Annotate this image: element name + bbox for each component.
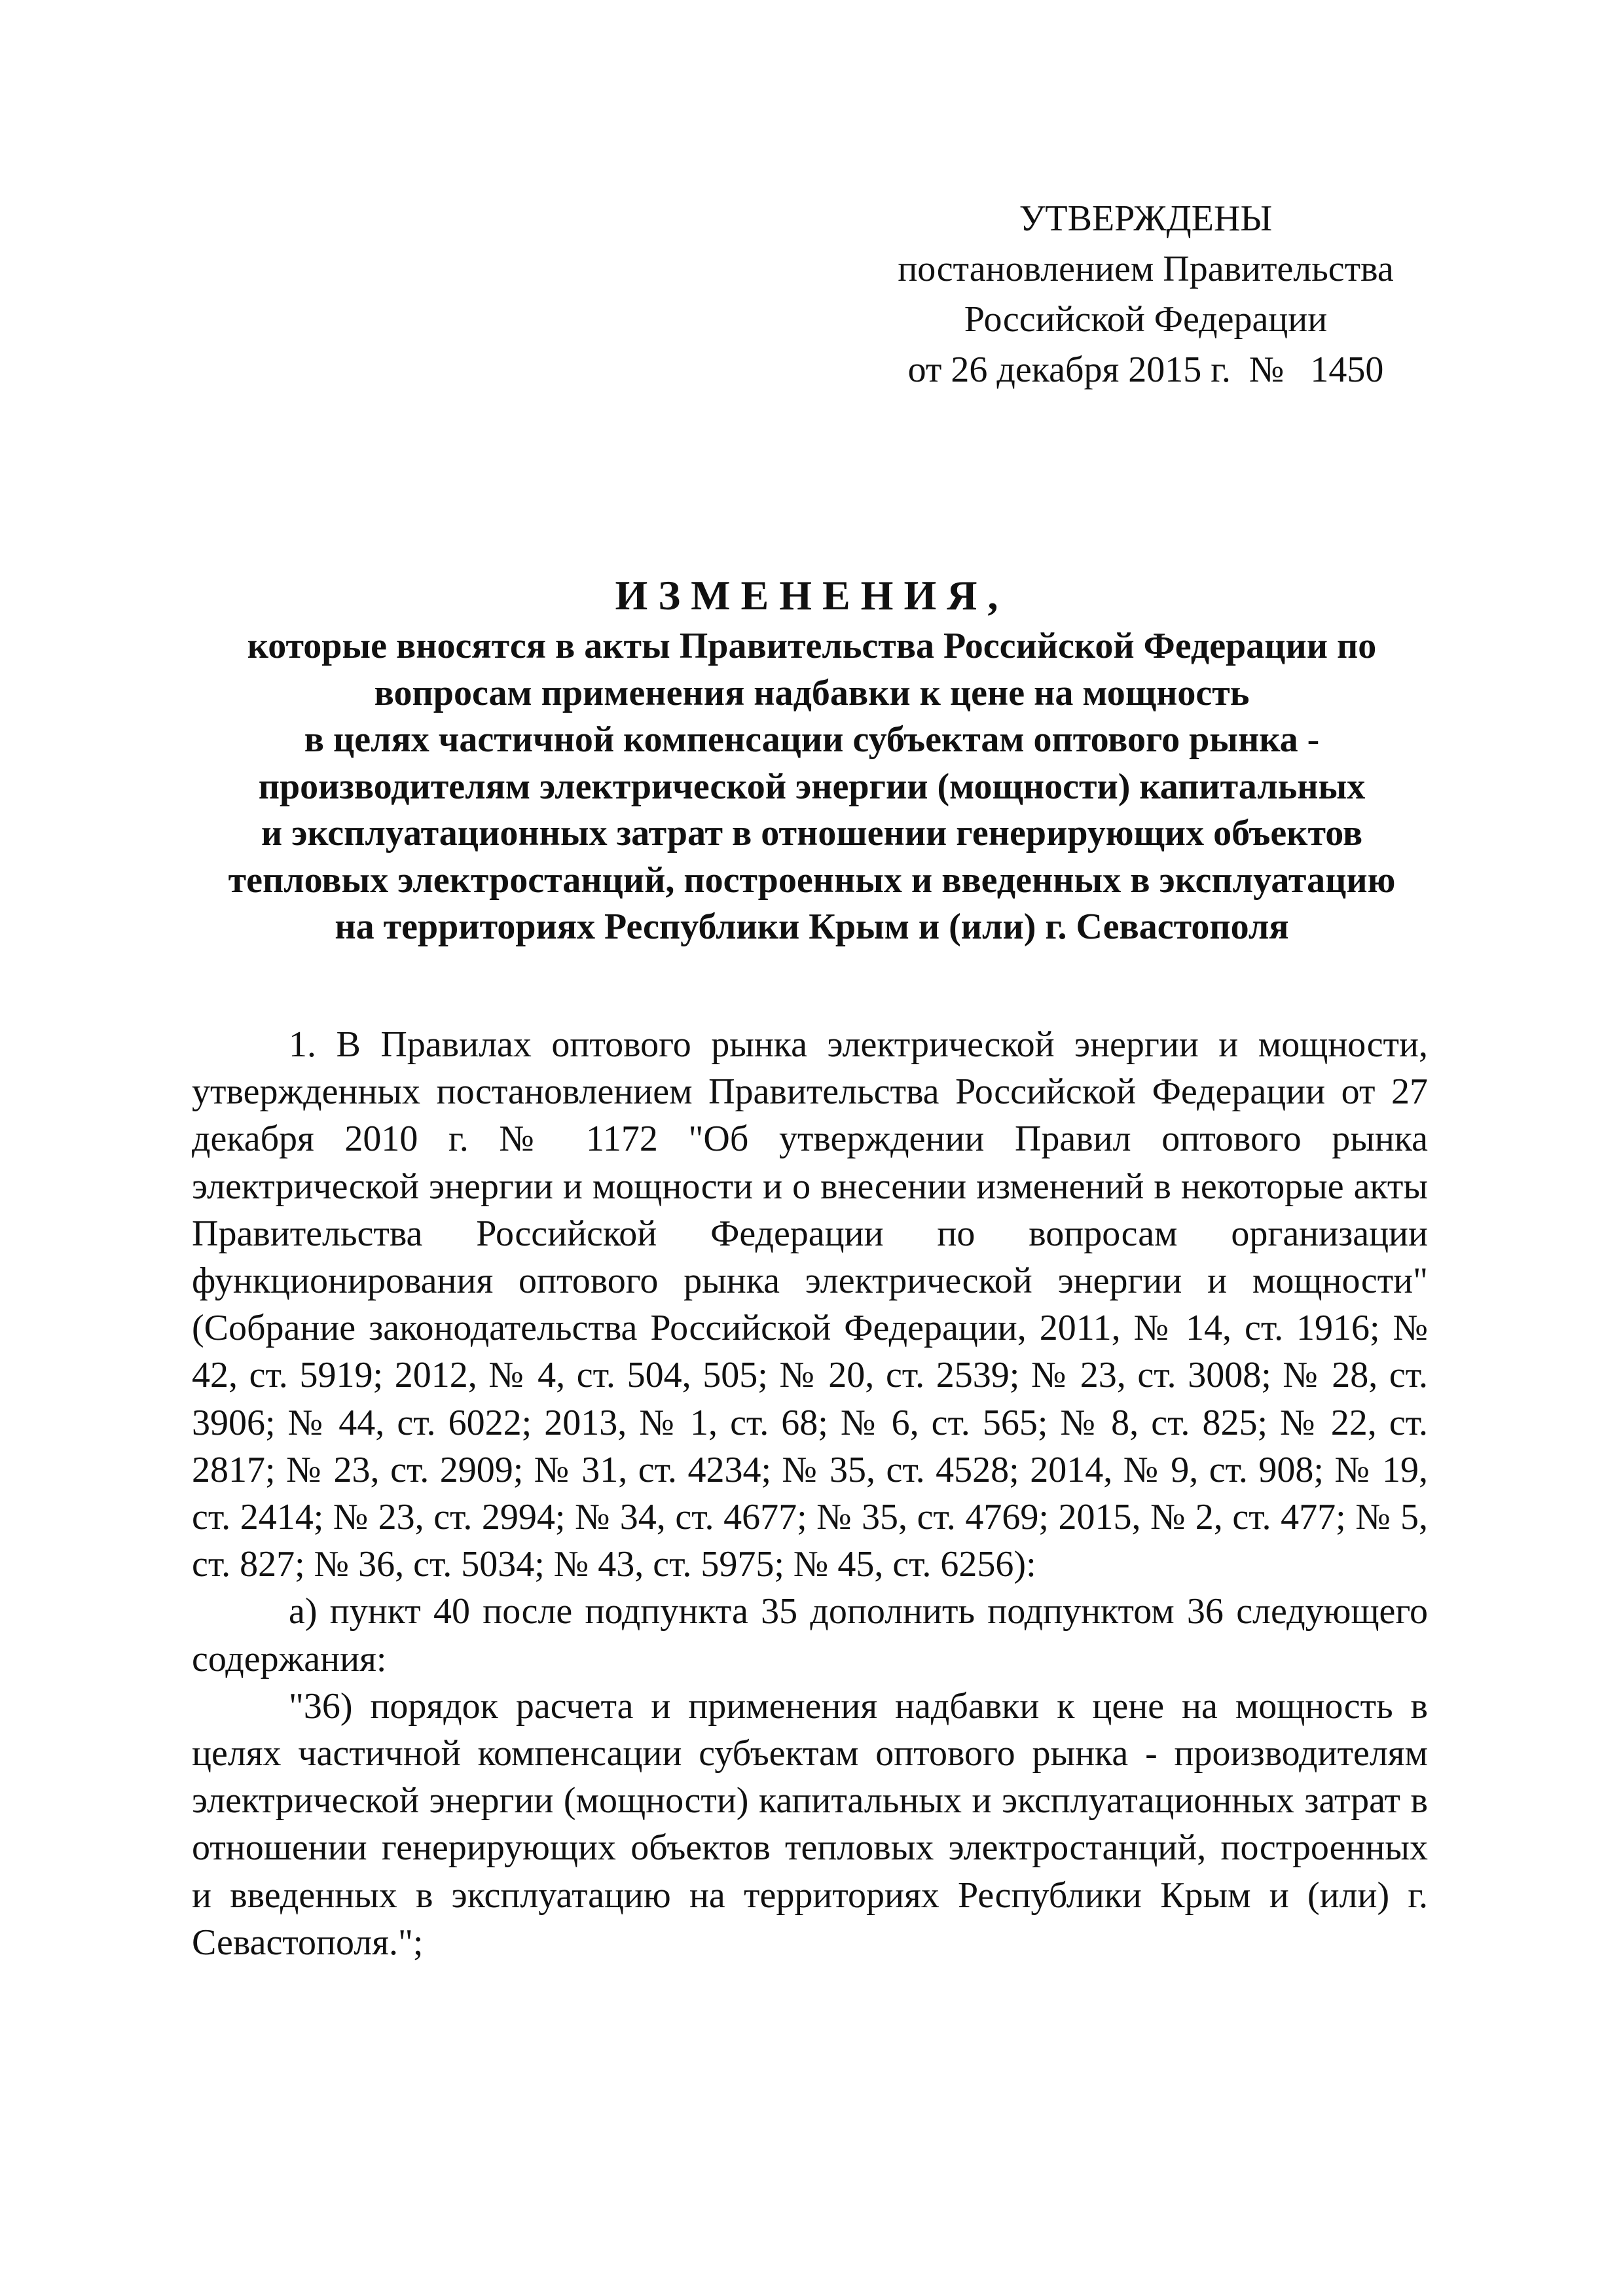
- approval-date: от 26 декабря 2015 г.: [907, 350, 1231, 390]
- document-title: ИЗМЕНЕНИЯ,: [615, 572, 1009, 619]
- approval-date-line: [851, 345, 1440, 395]
- approval-number-sign: №: [1249, 350, 1285, 390]
- document-subtitle: [170, 623, 1453, 951]
- approval-block: [851, 194, 1440, 395]
- paragraph-1: 1. В Правилах оптового рынка электрической энергии и мощности, утвержденных постановлением Правительства Российской Федерации от 27 декабря 2010 г. № 1172 "Об утверждении Правил оптового рынка электрической энергии и мощности и о внесении изменений в некоторые акты Правительства Российской Федерации по вопросам организации функционирования оптового рынка электрической энергии и мощности" (Собрание законодательства Российской Федерации, 2011, № 14, ст. 1916; № 42, ст. 5919; 2012, № 4, ст. 504, 505; № 20, ст. 2539; № 23, ст. 3008; № 28, ст. 3906; № 44, ст. 6022; 2013, № 1, ст. 68; № 6, ст. 565; № 8, ст. 825; № 22, ст. 2817; № 23, ст. 2909; № 31, ст. 4234; № 35, ст. 4528; 2014, № 9, ст. 908; № 19, ст. 2414; № 23, ст. 2994; № 34, ст. 4677; № 35, ст. 4769; 2015, № 2, ст. 477; № 5, ст. 827; № 36, ст. 5034; № 43, ст. 5975; № 45, ст. 6256):: [192, 1024, 1428, 1585]
- approval-line-2: Российской Федерации: [964, 299, 1328, 340]
- subtitle-line: в целях частичной компенсации субъектам оптового рынка -: [304, 719, 1320, 760]
- subtitle-line: которые вносятся в акты Правительства Российской Федерации по: [247, 626, 1377, 666]
- subtitle-line: производителям электрической энергии (мощности) капитальных: [258, 766, 1366, 807]
- document-body: [192, 1021, 1428, 1966]
- paragraph-3: "36) порядок расчета и применения надбавки к цене на мощность в целях частичной компенсации субъектам оптового рынка - производителям электрической энергии (мощности) капитальных и эксплуатационных затрат в отношении генерирующих объектов тепловых электростанций, построенных и введенных в эксплуатацию на территориях Республики Крым и (или) г. Севастополя.";: [192, 1685, 1428, 1963]
- approval-line-1: постановлением Правительства: [898, 249, 1394, 289]
- approval-heading: УТВЕРЖДЕНЫ: [1019, 198, 1273, 239]
- paragraph-2: а) пункт 40 после подпункта 35 дополнить подпунктом 36 следующего содержания:: [192, 1591, 1428, 1679]
- approval-number: 1450: [1310, 350, 1384, 390]
- subtitle-line: и эксплуатационных затрат в отношении генерирующих объектов: [261, 813, 1363, 853]
- subtitle-line: вопросам применения надбавки к цене на мощность: [374, 672, 1250, 713]
- subtitle-line: на территориях Республики Крым и (или) г. Севастополя: [335, 906, 1289, 947]
- subtitle-line: тепловых электростанций, построенных и введенных в эксплуатацию: [228, 859, 1396, 901]
